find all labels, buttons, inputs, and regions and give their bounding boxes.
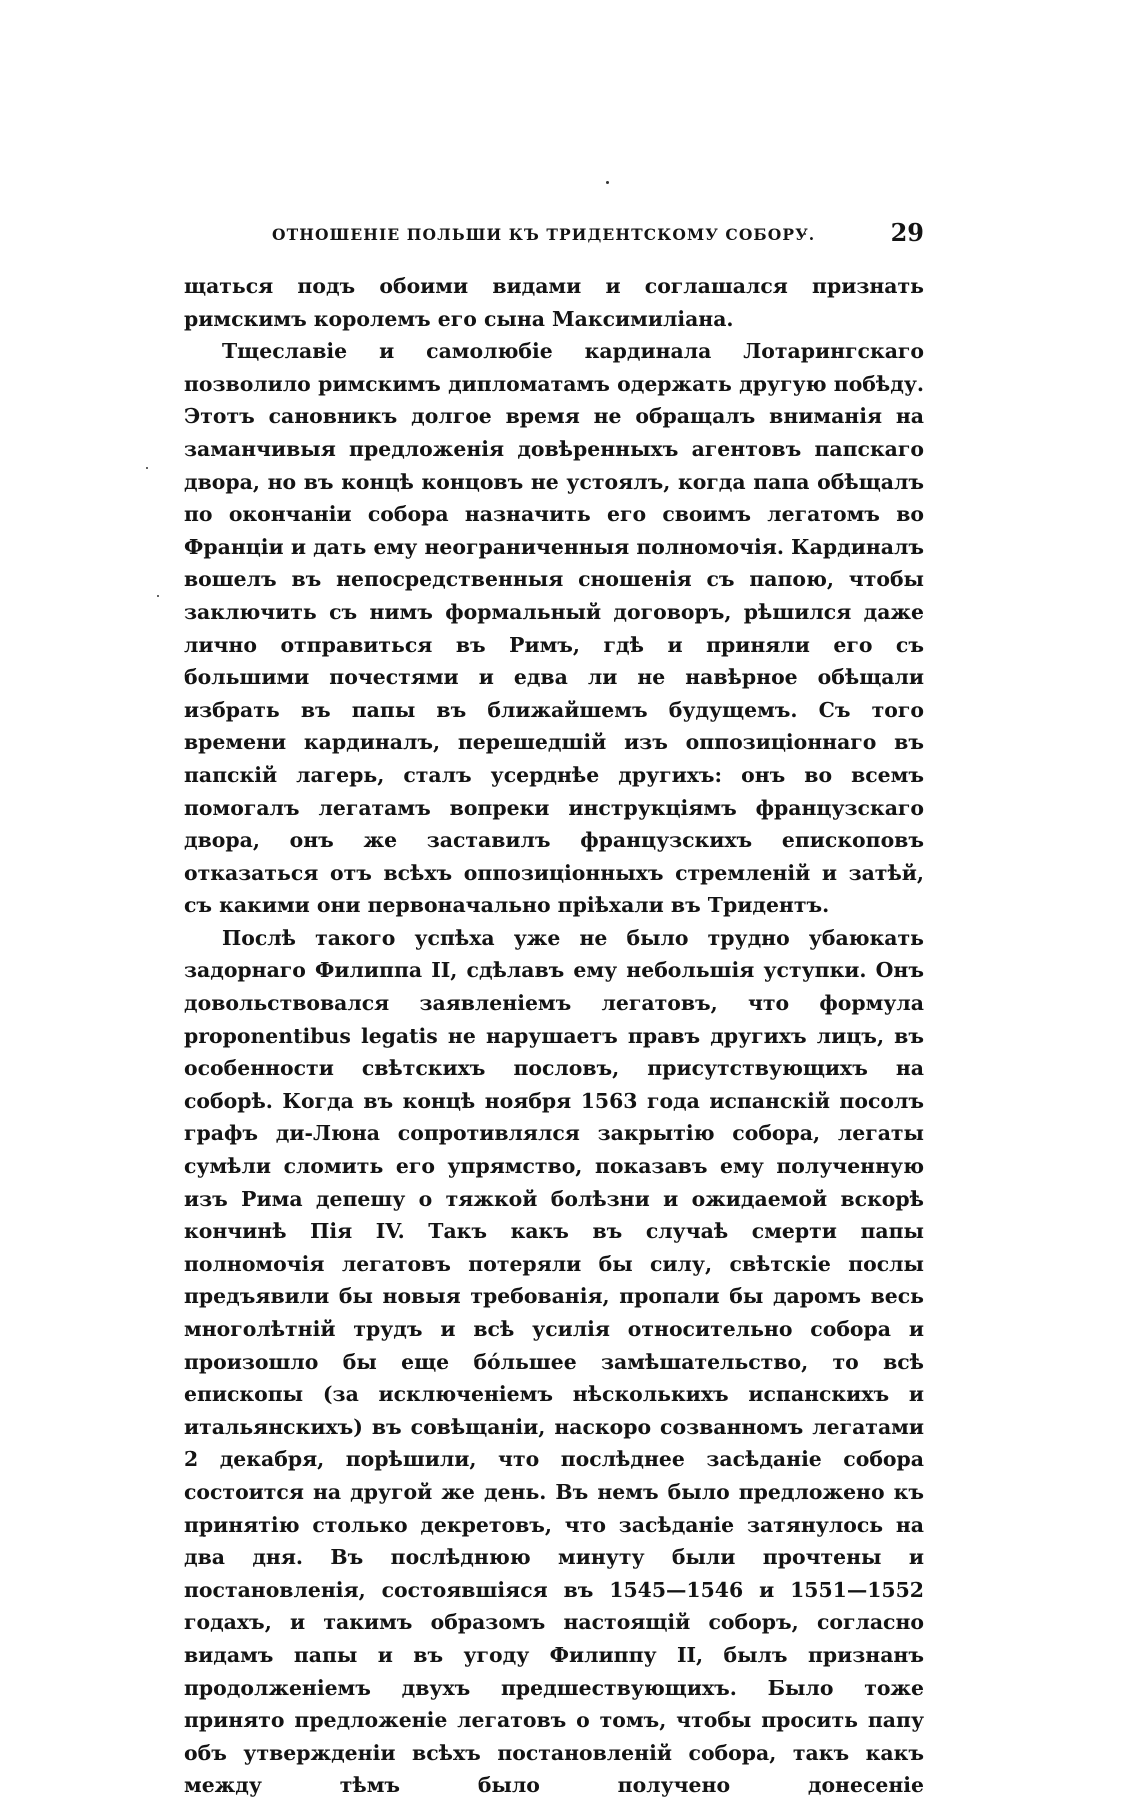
print-speck bbox=[146, 467, 148, 469]
paragraph: Послѣ такого успѣха уже не было трудно убаюкать задорнаго Филиппа II, сдѣлавъ ему небольшія уступки. Онъ довольствовался заявленіемъ легатовъ, что формула proponentibus legatis не нарушаетъ правъ другихъ лицъ, въ особенности свѣтскихъ пословъ, присутствующихъ на соборѣ. Когда въ концѣ ноября 1563 года испанскій посолъ графъ ди-Люна сопротивлялся закрытію собора, легаты сумѣли сломить его упрямство, показавъ ему полученную изъ Рима депешу о тяжкой болѣзни и ожидаемой вскорѣ кончинѣ Пія IV. Такъ какъ въ случаѣ смерти папы полномочія легатовъ потеряли бы силу, свѣтскіе послы предъявили бы новыя требованія, пропали бы даромъ весь многолѣтній трудъ и всѣ усилія относительно собора и произошло бы еще бо́льшее замѣшательство, то всѣ епископы (за исключеніемъ нѣсколькихъ испанскихъ и итальянскихъ) въ совѣщаніи, наскоро созванномъ легатами 2 декабря, порѣшили, что послѣднее засѣданіе собора состоится на другой же день. Въ немъ было предложено къ принятію столько декретовъ, что засѣданіе затянулось на два дня. Въ послѣднюю минуту были прочтены и постановленія, состоявшіяся въ 1545—1546 и 1551—1552 годахъ, и такимъ образомъ настоящій соборъ, согласно видамъ папы и въ угоду Филиппу II, былъ признанъ продолженіемъ двухъ предшествующихъ. Было тоже принято предложеніе легатовъ о томъ, чтобы просить папу объ утвержденіи всѣхъ постановленій собора, такъ какъ между тѣмъ было получено донесеніе bbox=[184, 925, 924, 1798]
body-text bbox=[184, 270, 924, 1802]
print-speck bbox=[157, 595, 159, 597]
page-number: 29 bbox=[890, 218, 924, 247]
print-speck bbox=[606, 181, 609, 184]
running-title: ОТНОШЕНІЕ ПОЛЬШИ КЪ ТРИДЕНТСКОМУ СОБОРУ. bbox=[272, 225, 816, 244]
paragraph: щаться подъ обоими видами и соглашался признать римскимъ королемъ его сына Максимиліана. bbox=[184, 274, 924, 331]
running-header bbox=[184, 218, 924, 252]
paragraph: Тщеславіе и самолюбіе кардинала Лотарингскаго позволило римскимъ дипломатамъ одержать другую побѣду. Этотъ сановникъ долгое время не обращалъ вниманія на заманчивыя предложенія довѣренныхъ агентовъ папскаго двора, но въ концѣ концовъ не устоялъ, когда папа обѣщалъ по окончаніи собора назначить его своимъ легатомъ во Франціи и дать ему неограниченныя полномочія. Кардиналъ вошелъ въ непосредственныя сношенія съ папою, чтобы заключить съ нимъ формальный договоръ, рѣшился даже лично отправиться въ Римъ, гдѣ и приняли его съ большими почестями и едва ли не навѣрное обѣщали избрать въ папы въ ближайшемъ будущемъ. Съ того времени кардиналъ, перешедшій изъ оппозиціоннаго въ папскій лагерь, сталъ усерднѣе другихъ: онъ во всемъ помогалъ легатамъ вопреки инструкціямъ французскаго двора, онъ же заставилъ французскихъ епископовъ отказаться отъ всѣхъ оппозиціонныхъ стремленій и затѣй, съ какими они первоначально пріѣхали въ Тридентъ. bbox=[184, 339, 924, 918]
